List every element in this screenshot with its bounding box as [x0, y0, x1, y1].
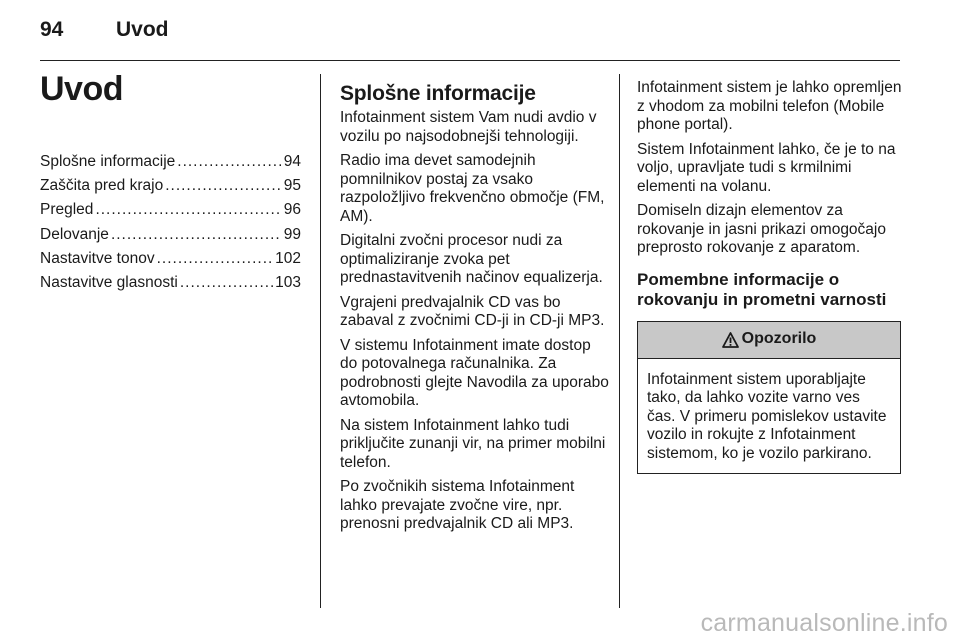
paragraph: Digitalni zvočni procesor nudi za optimaliziranje zvoka pet prednastavitvenih načinov equalizerja. — [340, 232, 603, 286]
toc-entry[interactable] — [40, 271, 301, 295]
toc-leader — [157, 247, 274, 271]
chapter-title: Uvod — [40, 70, 123, 108]
column-divider — [619, 74, 620, 608]
toc-entry[interactable] — [40, 174, 301, 198]
subsection-heading: Pomembne informacije o rokovanju in prometni varnosti — [637, 269, 887, 309]
paragraph: Sistem Infotainment lahko, če je to na voljo, upravljate tudi s krmilnimi elementi na volanu. — [637, 140, 896, 195]
column-divider — [320, 74, 321, 608]
column-safety — [637, 79, 903, 474]
toc-leader — [95, 198, 281, 222]
paragraph: Radio ima devet samodejnih pomnilnikov postaj za vsako razpoložljivo frekvenčno območje (FM, AM). — [340, 152, 605, 225]
toc-leader — [180, 271, 273, 295]
paragraph: V sistemu Infotainment imate dostop do potovalnega računalnika. Za podrobnosti glejte Navodila za uporabo avtomobila. — [340, 336, 609, 409]
section-name: Uvod — [116, 18, 169, 41]
column-general-info — [340, 82, 610, 540]
toc-entry[interactable] — [40, 150, 301, 174]
warning-box — [637, 321, 901, 475]
toc-entry-label: Delovanje — [40, 225, 109, 243]
toc-entry[interactable] — [40, 247, 301, 271]
toc-entry-label: Zaščita pred krajo — [40, 177, 164, 195]
table-of-contents — [40, 150, 301, 295]
warning-triangle-icon — [722, 332, 739, 348]
toc-leader — [177, 150, 281, 174]
toc-entry-page: 99 — [283, 225, 301, 243]
paragraph: Infotainment sistem je lahko opremljen z vhodom za mobilni telefon (Mobile phone portal). — [637, 79, 902, 133]
toc-leader — [111, 223, 282, 247]
toc-entry-page: 94 — [283, 153, 301, 170]
toc-entry-label: Pregled — [40, 201, 94, 219]
toc-entry-label: Nastavitve tonov — [40, 249, 155, 267]
section-heading: Splošne informacije — [340, 82, 536, 105]
warning-title: Opozorilo — [741, 330, 817, 348]
paragraph: Na sistem Infotainment lahko tudi priključite zunanji vir, na primer mobilni telefon. — [340, 416, 606, 471]
toc-entry-page: 103 — [275, 274, 301, 292]
toc-entry[interactable] — [40, 223, 301, 247]
page-number: 94 — [40, 18, 64, 41]
paragraph: Domiseln dizajn elementov za rokovanje in jasni prikazi omogočajo preprosto rokovanje z aparatom. — [637, 202, 886, 256]
warning-header — [638, 322, 900, 359]
paragraph: Vgrajeni predvajalnik CD vas bo zabaval z zvočnimi CD-ji in CD-ji MP3. — [340, 293, 605, 329]
toc-entry-page: 96 — [283, 201, 301, 219]
toc-entry-label: Nastavitve glasnosti — [40, 274, 178, 292]
paragraph: Po zvočnikih sistema Infotainment lahko prevajate zvočne vire, npr. prenosni predvajalnik CD ali MP3. — [340, 478, 575, 532]
toc-leader — [165, 174, 282, 198]
toc-entry-page: 102 — [275, 249, 301, 267]
paragraph: Infotainment sistem Vam nudi avdio v vozilu po najsodobnejši tehnologiji. — [340, 109, 597, 145]
watermark: carmanualsonline.info — [700, 609, 948, 637]
header-rule — [40, 60, 900, 61]
toc-entry[interactable] — [40, 198, 301, 222]
warning-text: Infotainment sistem uporabljajte tako, da lahko vozite varno ves čas. V primeru pomislekov ustavite vozilo in rokujte z Infotainment sistemom, ko je vozilo parkirano. — [647, 370, 887, 462]
toc-entry-page: 95 — [283, 177, 301, 195]
toc-entry-label: Splošne informacije — [40, 153, 176, 170]
